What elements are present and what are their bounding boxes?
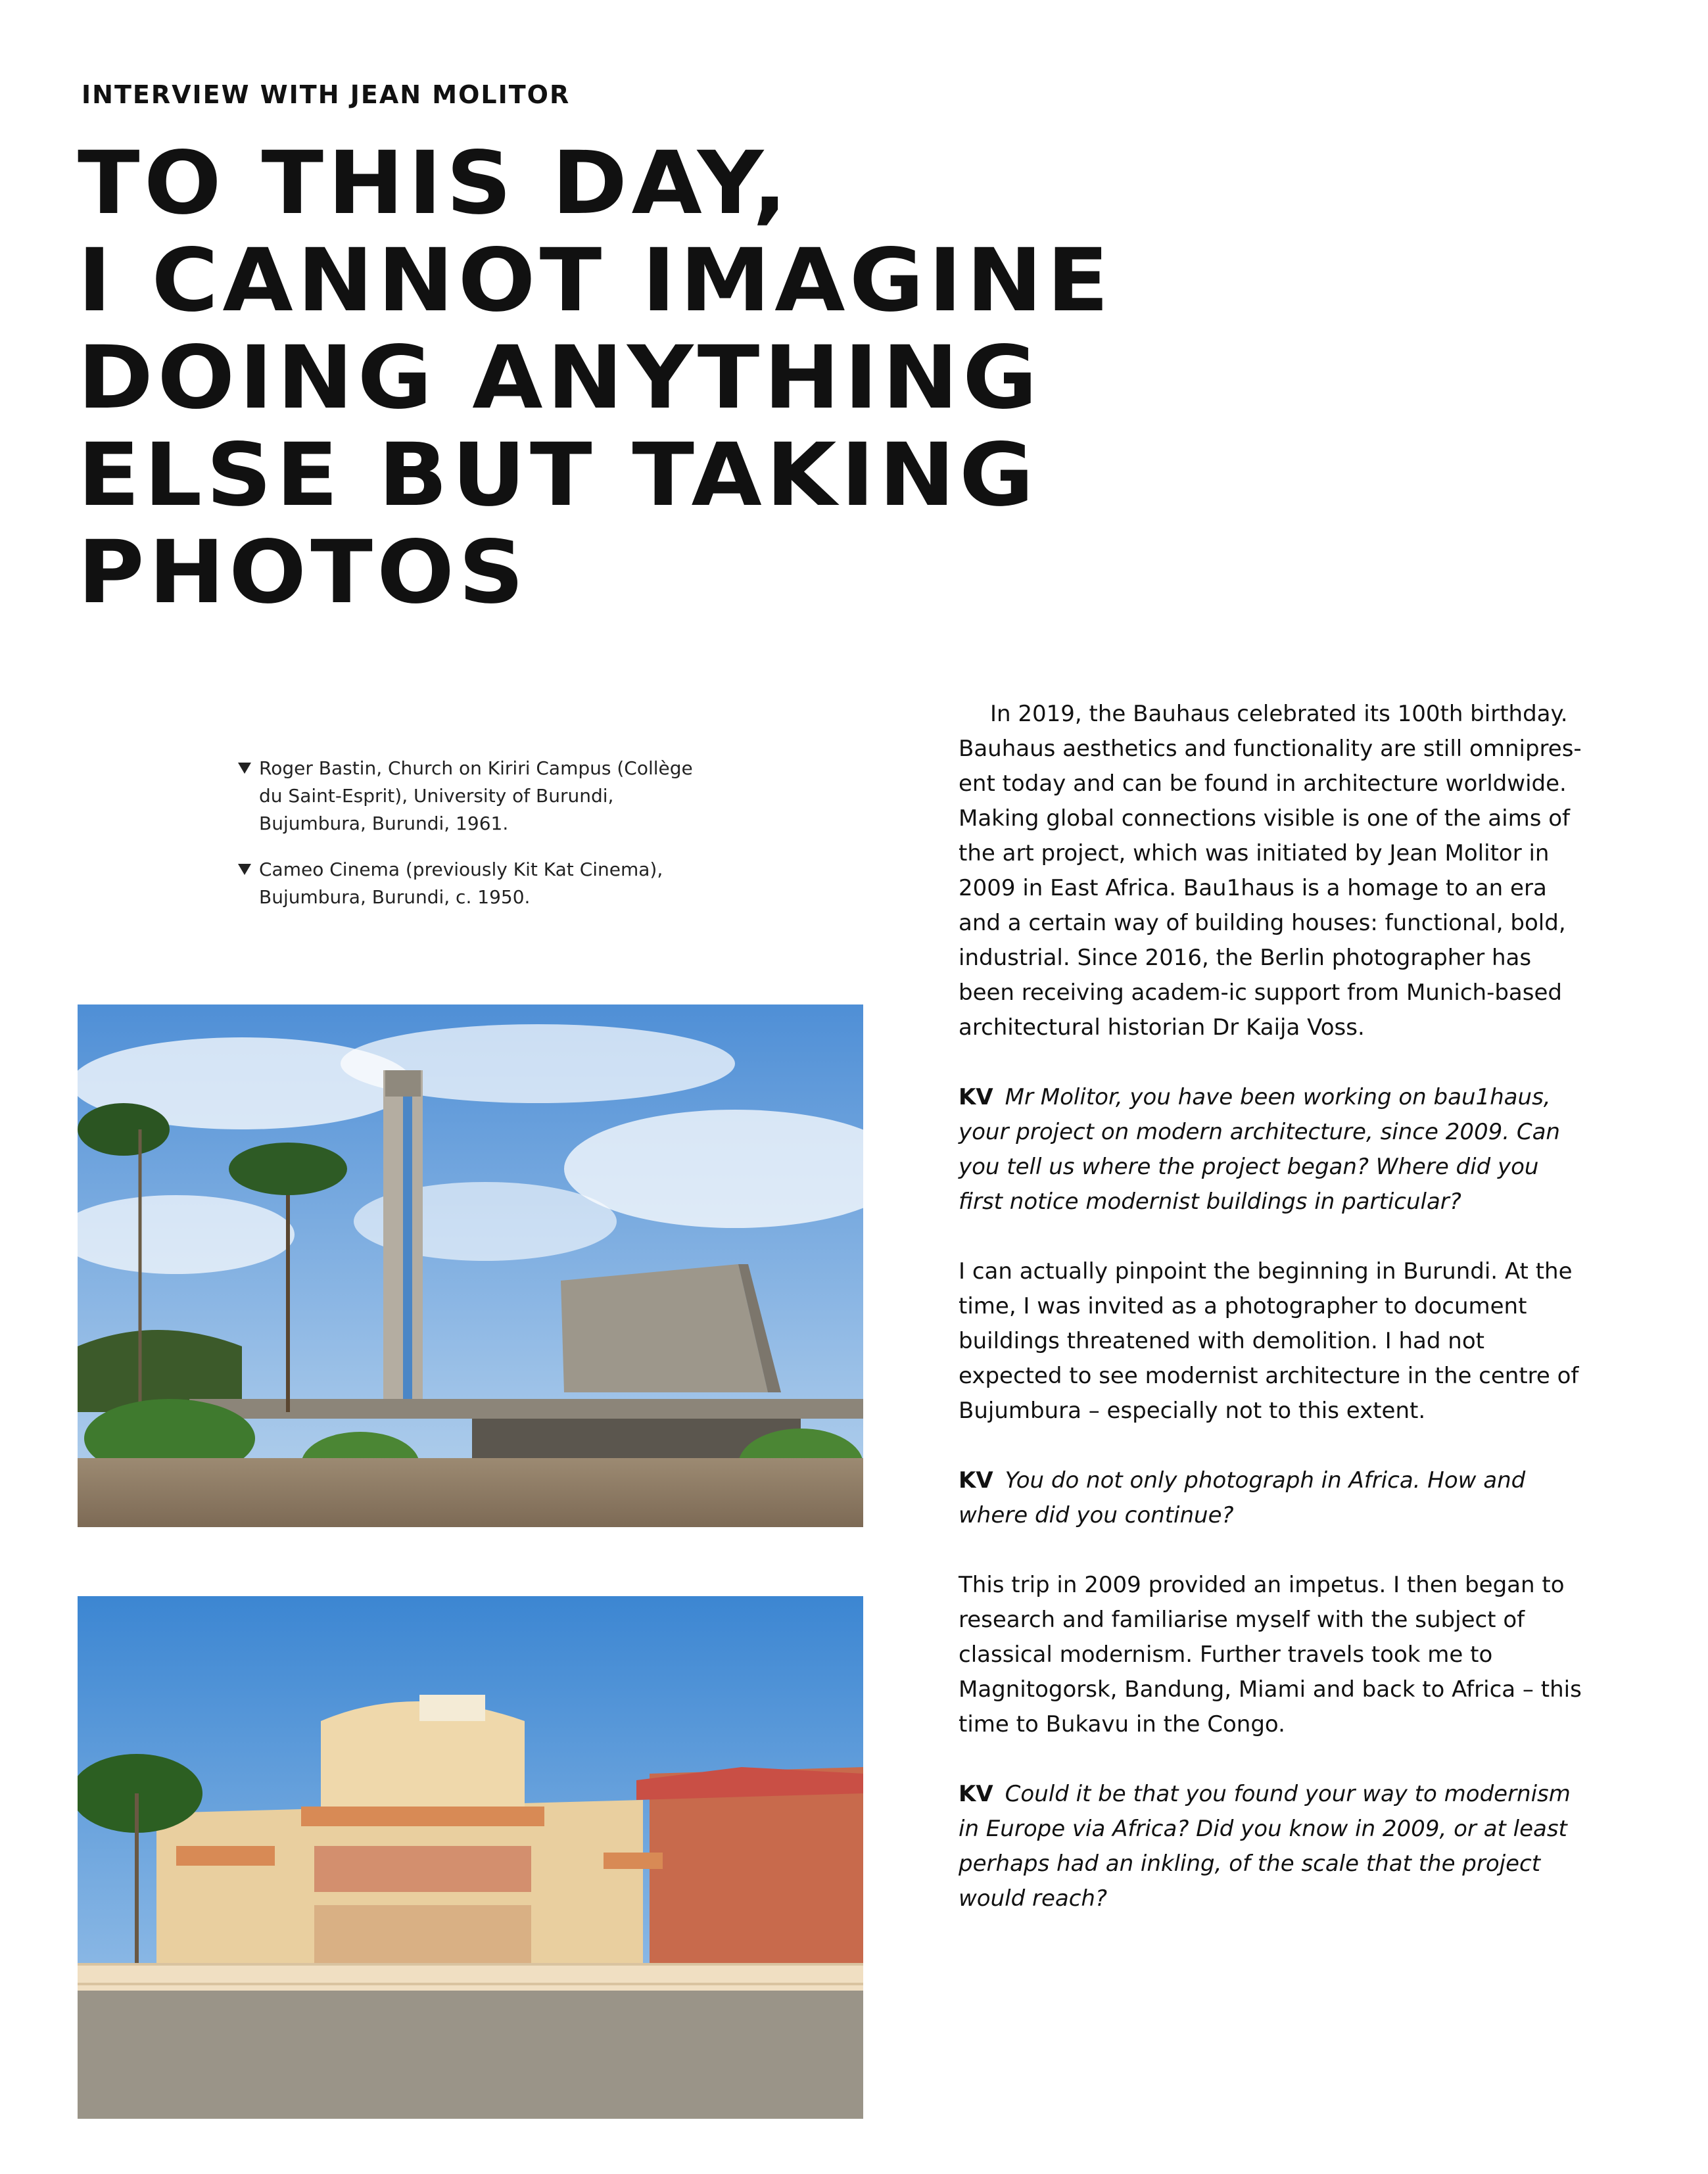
headline: [78, 135, 1182, 621]
speaker-label: KV: [959, 1084, 993, 1110]
kicker: INTERVIEW WITH JEAN MOLITOR: [82, 80, 571, 109]
question: [959, 1777, 1590, 1916]
triangle-down-icon: [238, 864, 251, 875]
caption-text: Cameo Cinema (previously Kit Kat Cinema), Bujumbura, Burundi, c. 1950.: [259, 859, 663, 908]
headline-line: I CANNOT IMAGINE: [78, 230, 1113, 331]
question: [959, 1463, 1590, 1533]
headline-line: ELSE BUT TAKING: [78, 425, 1039, 526]
question: [959, 1080, 1590, 1219]
caption-cinema: [238, 856, 711, 911]
triangle-down-icon: [238, 763, 251, 774]
speaker-label: KV: [959, 1781, 993, 1807]
photo-church: [78, 1004, 863, 1527]
question-text: Mr Molitor, you have been working on bau1haus, your project on modern architecture, since 2009. Can you tell us where the project began? Where did you first notice modernist buildings in particular?: [959, 1084, 1560, 1215]
caption-church: [238, 755, 711, 838]
speaker-label: KV: [959, 1467, 993, 1494]
headline-line: DOING ANYTHING: [78, 327, 1042, 429]
answer: This trip in 2009 provided an impetus. I then began to research and familiarise myself with the subject of classical modernism. Further travels took me to Magnitogorsk, Bandung, Miami and back to Africa – this time to Bukavu in the Congo.: [959, 1572, 1582, 1737]
question-text: You do not only photograph in Africa. How and where did you continue?: [959, 1467, 1526, 1528]
photo-captions: [238, 755, 711, 930]
article-intro: In 2019, the Bauhaus celebrated its 100th birthday. Bauhaus aesthetics and functionality are still omnipres-ent today and can be found in architecture worldwide. Making global connections visible is one of the aims of the art project, which was initiated by Jean Molitor in 2009 in East Africa. Bau1haus is a homage to an era and a certain way of building houses: functional, bold, industrial. Since 2016, the Berlin photographer has been receiving academ-ic support from Munich-based architectural historian Dr Kaija Voss.: [959, 701, 1582, 1041]
headline-line: TO THIS DAY,: [78, 133, 792, 234]
question-text: Could it be that you found your way to modernism in Europe via Africa? Did you know in 2009, or at least perhaps had an inkling, of the scale that the project would reach?: [959, 1781, 1571, 1912]
photo-cinema: [78, 1596, 863, 2119]
caption-text: Roger Bastin, Church on Kiriri Campus (Collège du Saint-Esprit), University of Burundi, Bujumbura, Burundi, 1961.: [259, 757, 693, 834]
article-body: [959, 697, 1590, 1951]
headline-line: PHOTOS: [78, 522, 529, 623]
answer: I can actually pinpoint the beginning in Burundi. At the time, I was invited as a photographer to document buildings threatened with demolition. I had not expected to see modernist architecture in the centre of Bujumbura – especially not to this extent.: [959, 1258, 1579, 1424]
